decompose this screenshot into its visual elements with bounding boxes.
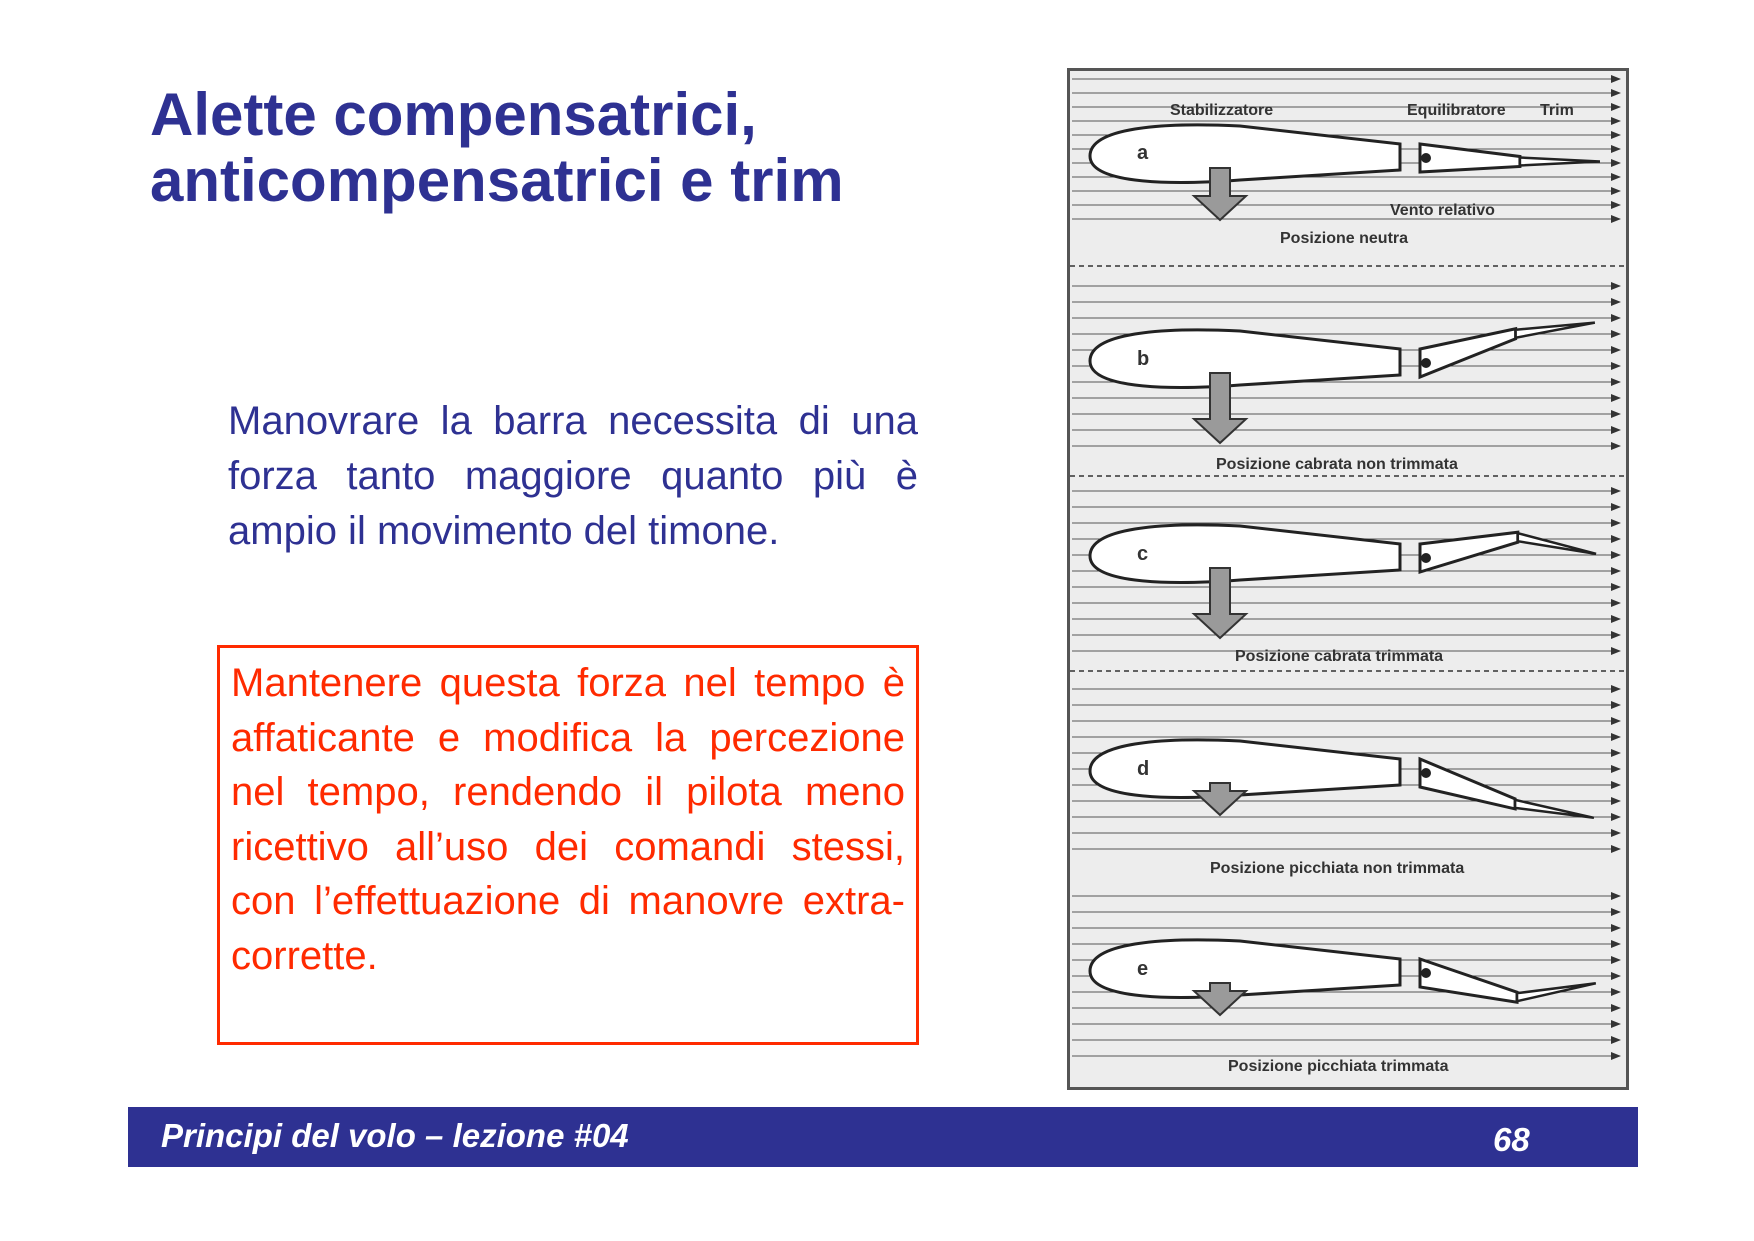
trim-tab-shape bbox=[1518, 533, 1596, 554]
label-stabilizer: Stabilizzatore bbox=[1170, 102, 1274, 119]
trim-tab-shape bbox=[1515, 800, 1594, 818]
trim-tab-shape bbox=[1516, 323, 1595, 338]
trim-tab-figure bbox=[1067, 68, 1629, 1090]
footer-bar bbox=[128, 1107, 1638, 1167]
hinge-point bbox=[1421, 358, 1431, 368]
label-trim: Trim bbox=[1540, 102, 1574, 119]
title-line-2: anticompensatrici e trim bbox=[150, 147, 844, 214]
hinge-point bbox=[1421, 553, 1431, 563]
trim-tab-shape bbox=[1520, 157, 1600, 165]
body-paragraph: Manovrare la barra necessita di una forza tanto maggiore quanto più è ampio il movimento del timone. bbox=[228, 399, 918, 553]
caption-b: Posizione cabrata non trimmata bbox=[1216, 456, 1458, 473]
title-line-1: Alette compensatrici, bbox=[150, 81, 757, 148]
caption-e: Posizione picchiata trimmata bbox=[1228, 1058, 1449, 1075]
callout-text: Mantenere questa forza nel tempo è affaticante e modifica la percezione nel tempo, rendendo il pilota meno ricettivo all’uso dei comandi stessi, con l’effettuazione di manovre extra-corrette. bbox=[231, 661, 905, 978]
elevator-shape bbox=[1420, 959, 1517, 1002]
caption-c: Posizione cabrata trimmata bbox=[1235, 648, 1444, 665]
caption-a: Posizione neutra bbox=[1280, 230, 1409, 247]
panel-letter-d: d bbox=[1137, 758, 1150, 780]
elevator-shape bbox=[1420, 144, 1520, 172]
label-relative-wind: Vento relativo bbox=[1390, 202, 1495, 219]
panel-letter-e: e bbox=[1137, 958, 1149, 980]
panel-letter-c: c bbox=[1137, 543, 1149, 565]
elevator-shape bbox=[1420, 532, 1518, 572]
hinge-point bbox=[1421, 968, 1431, 978]
callout-box bbox=[217, 645, 919, 1045]
hinge-point bbox=[1421, 153, 1431, 163]
panel-letter-b: b bbox=[1137, 348, 1150, 370]
page-number: 68 bbox=[1493, 1121, 1530, 1158]
label-elevator: Equilibratore bbox=[1407, 102, 1506, 119]
hinge-point bbox=[1421, 768, 1431, 778]
elevator-shape bbox=[1420, 329, 1516, 377]
slide-title bbox=[150, 82, 950, 214]
footer-course-title: Principi del volo – lezione #04 bbox=[161, 1117, 629, 1154]
panel-letter-a: a bbox=[1137, 142, 1149, 164]
caption-d: Posizione picchiata non trimmata bbox=[1210, 860, 1465, 877]
